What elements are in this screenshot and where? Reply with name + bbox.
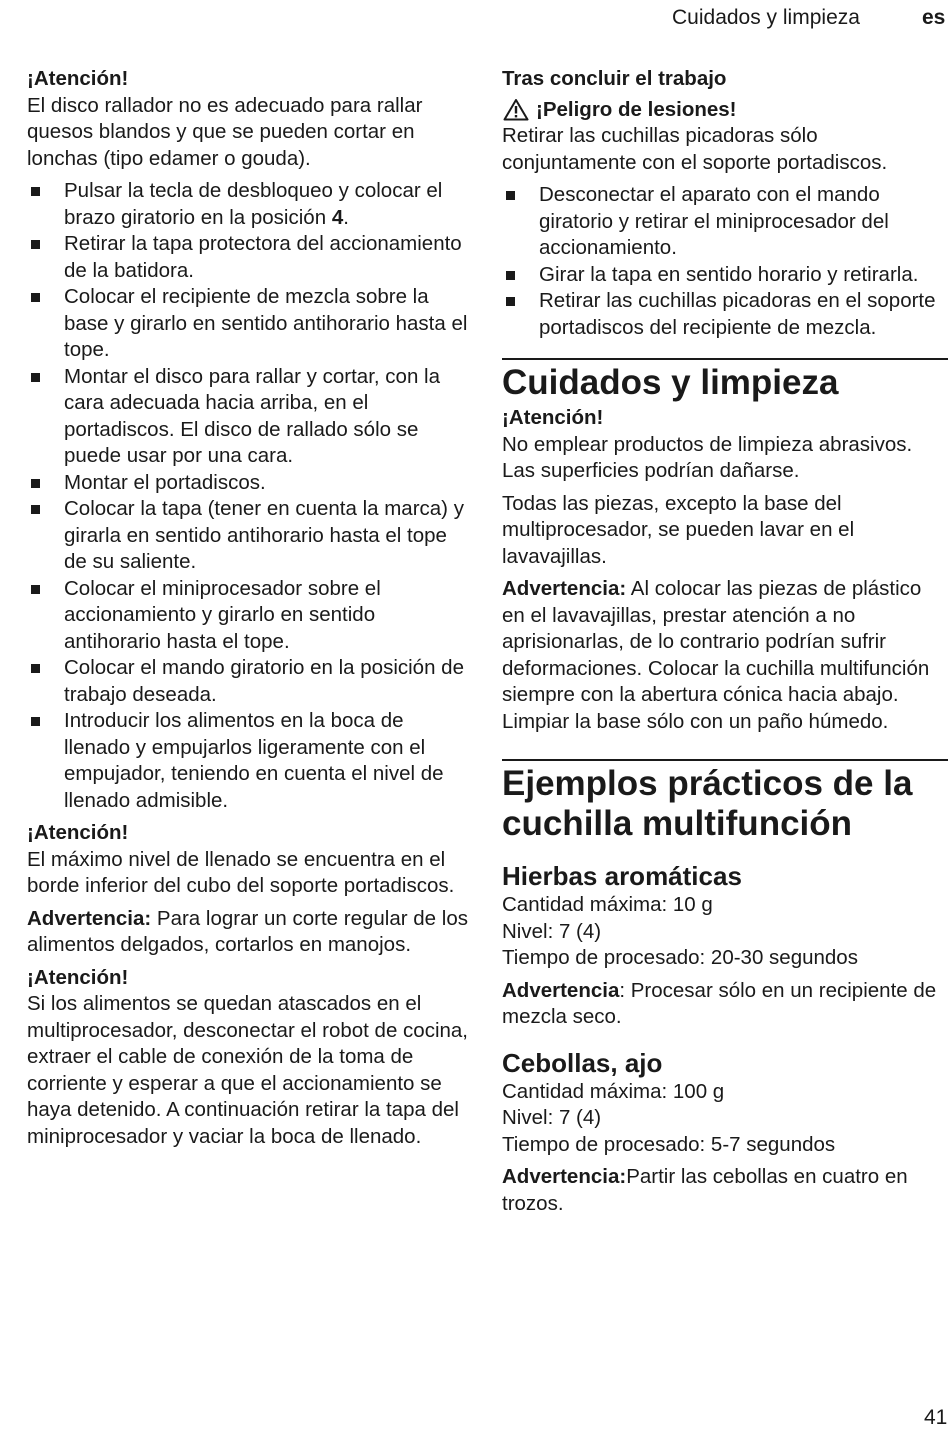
advice-note-onion	[502, 1164, 948, 1217]
attention-note-grater	[27, 66, 475, 172]
advice-label: Advertencia:	[502, 1165, 627, 1188]
attention-title: ¡Atención!	[27, 965, 129, 989]
attention-text: No emplear productos de limpieza abrasivos. Las superficies podrían dañarse.	[502, 432, 913, 482]
list-item: Colocar la tapa (tener en cuenta la marca) y girarla en sentido antihorario hasta el tope de su saliente.	[27, 496, 475, 576]
right-column	[502, 66, 948, 1223]
spec-line: Tiempo de procesado: 5-7 segundos	[502, 1132, 836, 1156]
herbs-spec	[502, 892, 948, 972]
attention-note-abrasives	[502, 405, 948, 485]
examples-section-heading: Ejemplos prácticos de la cuchilla multifunción	[502, 764, 913, 843]
list-item: Pulsar la tecla de desbloqueo y colocar el brazo giratorio en la posición 4.	[27, 178, 475, 231]
after-work-heading: Tras concluir el trabajo	[502, 67, 727, 90]
instruction-steps-list	[27, 178, 475, 814]
running-header-language: es	[922, 6, 946, 29]
attention-text: El máximo nivel de llenado se encuentra en el borde inferior del cubo del soporte portadiscos.	[27, 847, 455, 897]
list-item: Colocar el miniprocesador sobre el accionamiento y girarlo en sentido antihorario hasta el tope.	[27, 576, 475, 656]
care-section-heading: Cuidados y limpieza	[502, 363, 839, 402]
advice-text: : Procesar sólo en un recipiente de mezcla seco.	[502, 978, 937, 1028]
spec-line: Nivel: 7 (4)	[502, 1106, 602, 1129]
spec-line: Cantidad máxima: 10 g	[502, 893, 713, 916]
herbs-heading: Hierbas aromáticas	[502, 861, 742, 891]
spec-line: Cantidad máxima: 100 g	[502, 1079, 725, 1103]
attention-note-fill-level	[27, 820, 475, 900]
list-item: Montar el portadiscos.	[27, 470, 475, 497]
list-item: Colocar el mando giratorio en la posición de trabajo deseada.	[27, 655, 475, 708]
warning-triangle-icon	[503, 98, 529, 121]
list-item: Colocar el recipiente de mezcla sobre la base y girarlo en sentido antihorario hasta el tope.	[27, 284, 475, 364]
list-item: Girar la tapa en sentido horario y retirarla.	[502, 262, 948, 289]
advice-label: Advertencia	[502, 978, 620, 1002]
advice-note-herbs	[502, 978, 948, 1031]
running-header-section: Cuidados y limpieza	[672, 6, 860, 29]
attention-text: Si los alimentos se quedan atascados en el multiprocesador, desconectar el robot de cocina, extraer el cable de conexión de la toma de corriente y esperar a que el accionamiento se haya detenido. A continuación retirar la tapa del miniprocesador y vaciar la boca de llenado.	[27, 992, 469, 1148]
page-number: 41	[924, 1406, 948, 1429]
section-divider	[502, 759, 948, 761]
advice-label: Advertencia:	[502, 577, 627, 600]
attention-title: ¡Atención!	[27, 67, 129, 90]
danger-title: ¡Peligro de lesiones!	[536, 97, 737, 121]
list-item: Desconectar el aparato con el mando giratorio y retirar el miniprocesador del accionamiento.	[502, 182, 948, 262]
onion-heading: Cebollas, ajo	[502, 1047, 663, 1078]
onion-spec	[502, 1079, 948, 1159]
advice-note-dishwasher	[502, 576, 948, 735]
attention-title: ¡Atención!	[502, 406, 604, 429]
list-item: Montar el disco para rallar y cortar, con la cara adecuada hacia arriba, en el portadiscos. El disco de rallado sólo se puede usar por una cara.	[27, 364, 475, 470]
advice-text: Al colocar las piezas de plástico en el lavavajillas, prestar atención a no aprisionarlas, de lo contrario podrían sufrir deformaciones. Colocar la cuchilla multifunción siempre con la abertura cónica hacia abajo. Limpiar la base sólo con un paño húmedo.	[502, 577, 930, 733]
advice-label: Advertencia:	[27, 906, 152, 930]
advice-text: Partir las cebollas en cuatro en trozos.	[502, 1165, 908, 1215]
attention-note-jam	[27, 965, 475, 1151]
list-item: Retirar las cuchillas picadoras en el soporte portadiscos del recipiente de mezcla.	[502, 288, 948, 341]
left-column	[27, 66, 475, 1156]
list-item: Retirar la tapa protectora del accionamiento de la batidora.	[27, 231, 475, 284]
spec-line: Tiempo de procesado: 20-30 segundos	[502, 946, 858, 969]
advice-text: Para lograr un corte regular de los alimentos delgados, cortarlos en manojos.	[27, 906, 468, 956]
after-work-steps-list	[502, 182, 948, 341]
care-dishwasher-text: Todas las piezas, excepto la base del multiprocesador, se pueden lavar en el lavavajillas.	[502, 491, 855, 568]
list-item: Introducir los alimentos en la boca de llenado y empujarlos ligeramente con el empujador, teniendo en cuenta el nivel de llenado admisible.	[27, 708, 475, 814]
danger-heading	[502, 97, 948, 124]
spec-line: Nivel: 7 (4)	[502, 919, 602, 943]
attention-text: El disco rallador no es adecuado para rallar quesos blandos y que se pueden cortar en lonchas (tipo edamer o gouda).	[27, 93, 423, 170]
advice-note-cutting	[27, 906, 475, 959]
danger-text: Retirar las cuchillas picadoras sólo conjuntamente con el soporte portadiscos.	[502, 124, 888, 174]
section-divider	[502, 358, 948, 360]
attention-title: ¡Atención!	[27, 821, 129, 844]
